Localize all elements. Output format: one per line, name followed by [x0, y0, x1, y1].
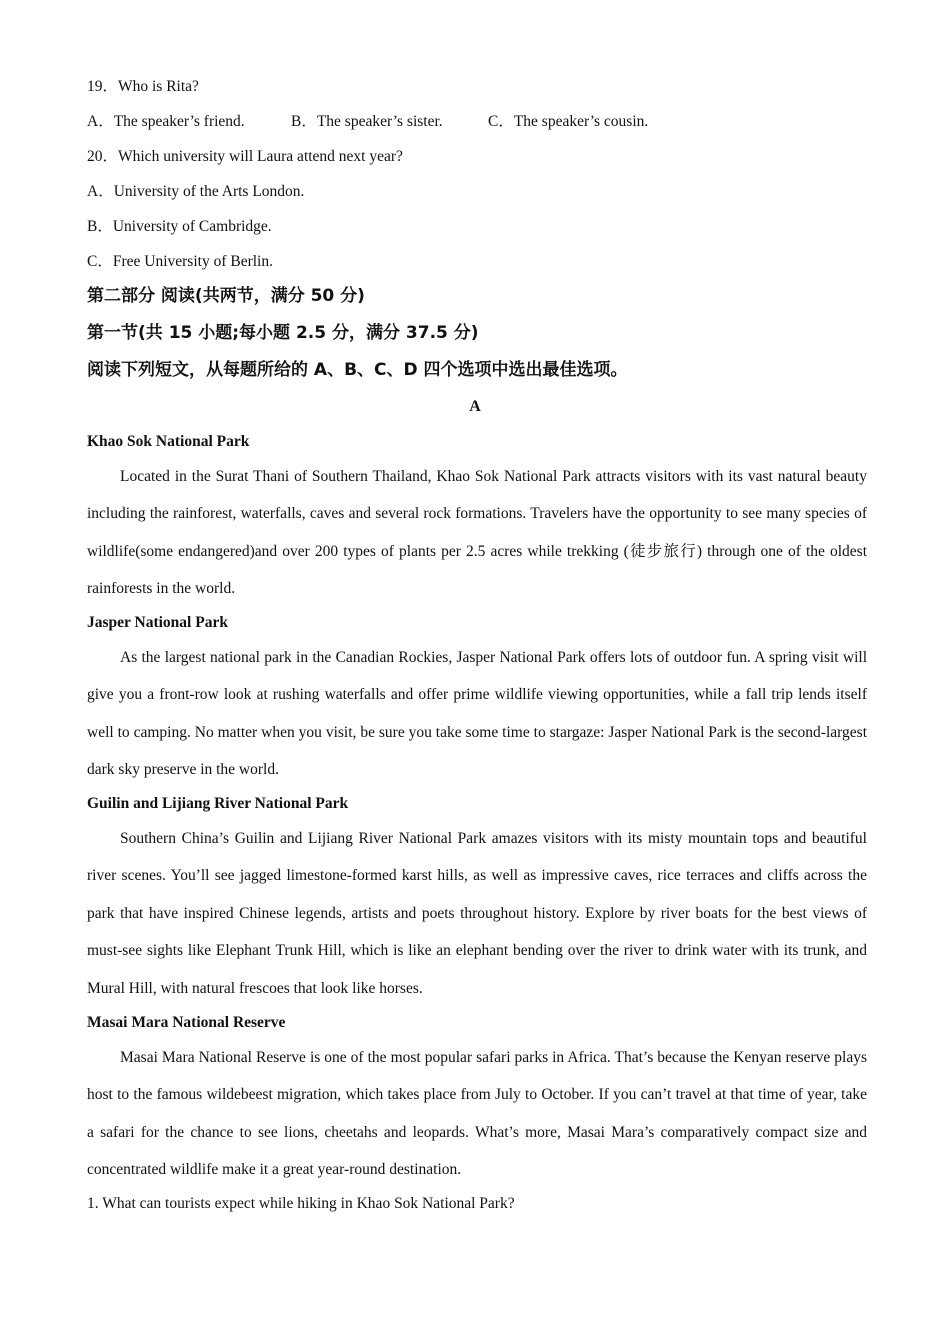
q20-option-a: A．University of the Arts London. [87, 183, 305, 200]
q1-stem: 1. What can tourists expect while hiking in Khao Sok National Park? [87, 1195, 515, 1212]
section1-heading: 第一节(共 15 小题;每小题 2.5 分，满分 37.5 分) [87, 323, 479, 343]
park-text-khao-sok: Located in the Surat Thani of Southern Thailand, Khao Sok National Park attracts visitors with its vast natural beauty including the rainforest, waterfalls, caves and several rock formations. Travelers have the opportunity to see many species of wildlife(some endangered)and over 200 types of plants per 2.5 acres while trekking (徒步旅行) through one of the oldest rainforests in the world. [87, 468, 867, 598]
park-title-khao-sok: Khao Sok National Park [87, 433, 250, 450]
q20-option-c: C．Free University of Berlin. [87, 253, 273, 270]
part2-heading: 第二部分 阅读(共两节，满分 50 分) [87, 286, 365, 306]
q19-option-a: A．The speaker’s friend. [87, 113, 245, 130]
park-title-jasper: Jasper National Park [87, 614, 228, 631]
q20-option-b: B．University of Cambridge. [87, 218, 272, 235]
q19-stem: 19．Who is Rita? [87, 78, 199, 95]
q19-option-b: B．The speaker’s sister. [291, 113, 443, 130]
park-title-masai-mara: Masai Mara National Reserve [87, 1014, 286, 1031]
park-title-guilin: Guilin and Lijiang River National Park [87, 795, 349, 812]
park-text-masai-mara: Masai Mara National Reserve is one of the most popular safari parks in Africa. That’s because the Kenyan reserve plays host to the famous wildebeest migration, which takes place from July to October. If you can’t travel at that time of year, take a safari for the chance to see lions, cheetahs and leopards. What’s more, Masai Mara’s comparatively compact size and concentrated wildlife make it a great year-round destination. [87, 1049, 867, 1179]
q19-option-c: C．The speaker’s cousin. [488, 113, 649, 130]
passage-label: A [469, 398, 481, 415]
park-text-guilin: Southern China’s Guilin and Lijiang River National Park amazes visitors with its misty mountain tops and beautiful river scenes. You’ll see jagged limestone-formed karst hills, as well as impressive caves, rice terraces and cliffs across the park that have inspired Chinese legends, artists and poets throughout history. Explore by river boats for the best views of must-see sights like Elephant Trunk Hill, which is like an elephant bending over the river to drink water with its trunk, and Mural Hill, with natural frescoes that look like horses. [87, 830, 867, 997]
park-text-jasper: As the largest national park in the Canadian Rockies, Jasper National Park offers lots of outdoor fun. A spring visit will give you a front-row look at rushing waterfalls and offer prime wildlife viewing opportunities, while a fall trip lends itself well to camping. No matter when you visit, be sure you take some time to stargaze: Jasper National Park is the second-largest dark sky preserve in the world. [87, 649, 867, 779]
section1-instruction: 阅读下列短文，从每题所给的 A、B、C、D 四个选项中选出最佳选项。 [87, 360, 628, 380]
q20-stem: 20．Which university will Laura attend next year? [87, 148, 403, 165]
